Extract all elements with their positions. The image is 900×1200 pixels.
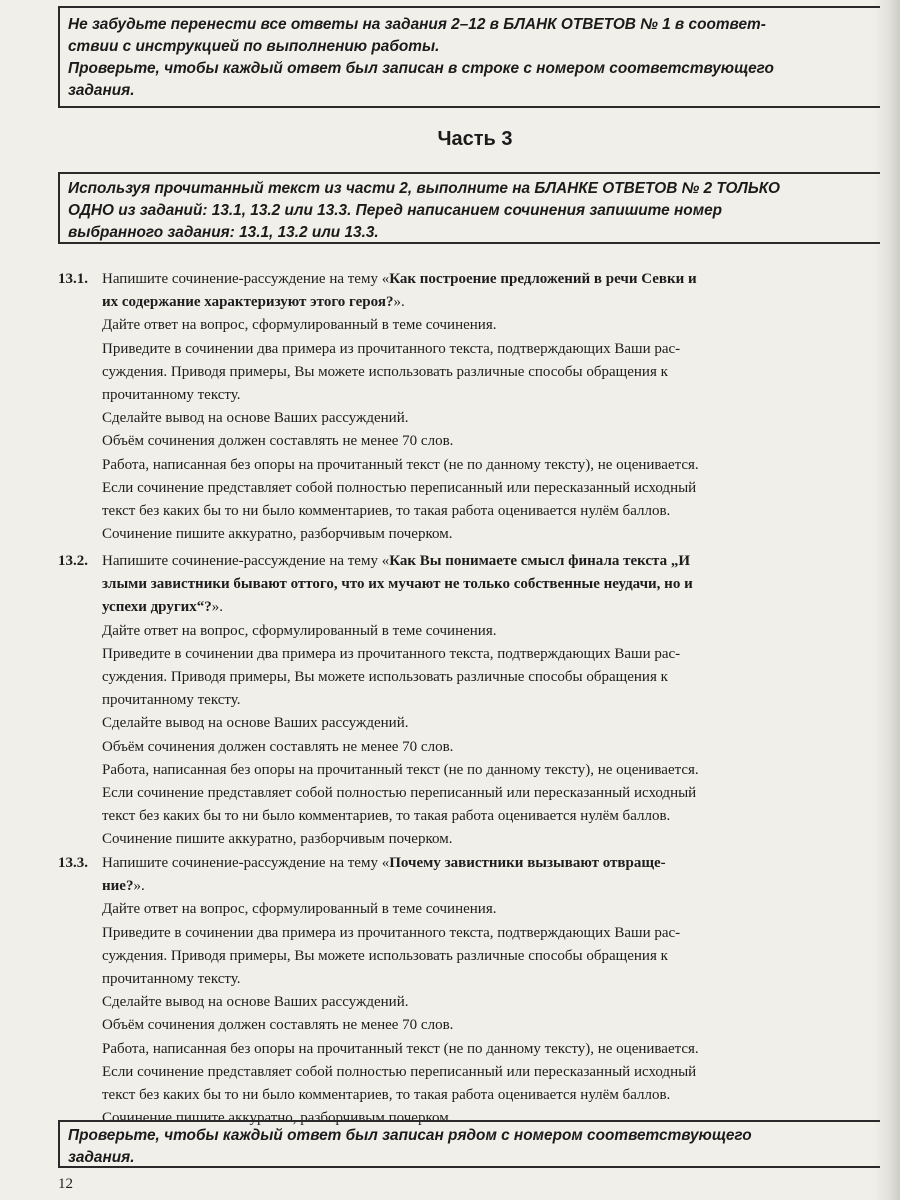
task-text-line: Работа, написанная без опоры на прочитанный текст (не по данному тексту), не оценивается.	[102, 1040, 699, 1057]
task-text-line: Объём сочинения должен составлять не менее 70 слов.	[102, 738, 454, 755]
task-text-line: Работа, написанная без опоры на прочитанный текст (не по данному тексту), не оценивается.	[102, 761, 699, 778]
task-topic: Как Вы понимаете смысл финала текста „И	[389, 553, 691, 569]
task-text-line: Если сочинение представляет собой полностью переписанный или пересказанный исходный	[102, 785, 697, 802]
task-text-line: Объём сочинения должен составлять не менее 70 слов.	[102, 1017, 454, 1034]
task-text-line: текст без каких бы то ни было комментариев, то такая работа оценивается нулём баллов.	[102, 808, 671, 825]
task-topic: успехи других“?	[102, 599, 212, 616]
task-text-line: прочитанному тексту.	[102, 387, 241, 404]
task-text-line: Объём сочинения должен составлять не менее 70 слов.	[102, 433, 454, 450]
task-topic-end: ».	[211, 599, 224, 616]
task-text-line: Приведите в сочинении два примера из прочитанного текста, подтверждающих Ваши рас-	[102, 645, 681, 662]
task-text-line: Сделайте вывод на основе Ваших рассуждений.	[102, 715, 409, 732]
task-text-line: Работа, написанная без опоры на прочитанный текст (не по данному тексту), не оценивается.	[102, 456, 699, 473]
task-text-line: прочитанному тексту.	[102, 692, 241, 709]
task-text-line: текст без каких бы то ни было комментариев, то такая работа оценивается нулём баллов.	[102, 1087, 671, 1104]
task-intro: Напишите сочинение-рассуждение на тему «	[102, 271, 390, 287]
task-text-line: Дайте ответ на вопрос, сформулированный в теме сочинения.	[102, 622, 497, 639]
task-text-line: Сочинение пишите аккуратно, разборчивым почерком.	[102, 526, 453, 543]
task-text-line: Приведите в сочинении два примера из прочитанного текста, подтверждающих Ваши рас-	[102, 340, 681, 357]
task-intro: Напишите сочинение-рассуждение на тему «	[102, 553, 390, 569]
task-text-line: текст без каких бы то ни было комментариев, то такая работа оценивается нулём баллов.	[102, 503, 671, 520]
task-text-line: суждения. Приводя примеры, Вы можете использовать различные способы обращения к	[102, 363, 668, 380]
task-13-3	[58, 852, 900, 1130]
task-text-line: Приведите в сочинении два примера из прочитанного текста, подтверждающих Ваши рас-	[102, 924, 681, 941]
instruction-line: Используя прочитанный текст из части 2, выполните на БЛАНКЕ ОТВЕТОВ № 2 ТОЛЬКО	[68, 180, 781, 197]
instruction-box-bottom	[58, 1120, 880, 1168]
task-topic: ние?	[102, 878, 134, 895]
task-text-line: суждения. Приводя примеры, Вы можете использовать различные способы обращения к	[102, 947, 668, 964]
task-13-2	[58, 550, 900, 852]
task-text-line: Если сочинение представляет собой полностью переписанный или пересказанный исходный	[102, 479, 697, 496]
task-number: 13.1.	[58, 271, 88, 287]
task-text-line: Сочинение пишите аккуратно, разборчивым почерком.	[102, 831, 453, 848]
task-topic-end: ».	[393, 294, 405, 311]
page-number: 12	[58, 1176, 73, 1192]
instruction-line: выбранного задания: 13.1, 13.2 или 13.3.	[68, 224, 379, 241]
instruction-line: Проверьте, чтобы каждый ответ был записан рядом с номером соответствующего	[68, 1127, 752, 1144]
task-text-line: Дайте ответ на вопрос, сформулированный в теме сочинения.	[102, 317, 497, 334]
task-topic: Почему завистники вызывают отвраще-	[389, 855, 666, 871]
task-text-line: Если сочинение представляет собой полностью переписанный или пересказанный исходный	[102, 1063, 697, 1080]
part-heading: Часть 3	[437, 128, 513, 150]
task-number: 13.3.	[58, 855, 88, 871]
task-topic: их содержание характеризуют этого героя?	[102, 294, 394, 311]
instruction-line: задания.	[68, 82, 135, 99]
instruction-line: задания.	[68, 1149, 135, 1166]
task-text-line: Сделайте вывод на основе Ваших рассуждений.	[102, 410, 409, 427]
instruction-line: Не забудьте перенести все ответы на задания 2–12 в БЛАНК ОТВЕТОВ № 1 в соответ-	[68, 16, 766, 33]
task-number: 13.2.	[58, 553, 88, 569]
instruction-box-top	[58, 6, 880, 108]
instruction-line: ОДНО из заданий: 13.1, 13.2 или 13.3. Перед написанием сочинения запишите номер	[68, 202, 723, 219]
task-topic: злыми завистники бывают оттого, что их мучают не только собственные неудачи, но и	[102, 576, 693, 593]
task-13-1	[58, 268, 900, 546]
task-text-line: Сделайте вывод на основе Ваших рассуждений.	[102, 994, 409, 1011]
task-text-line: Дайте ответ на вопрос, сформулированный в теме сочинения.	[102, 901, 497, 918]
task-text-line: прочитанному тексту.	[102, 971, 241, 988]
task-topic-end: ».	[133, 878, 145, 895]
task-text-line: Сочинение пишите аккуратно, разборчивым почерком.	[102, 1110, 453, 1127]
instruction-line: ствии с инструкцией по выполнению работы.	[68, 38, 440, 55]
task-topic: Как построение предложений в речи Севки и	[389, 271, 697, 287]
instruction-box-part3	[58, 172, 880, 244]
instruction-line: Проверьте, чтобы каждый ответ был записан в строке с номером соответствующего	[68, 60, 774, 77]
task-text-line: суждения. Приводя примеры, Вы можете использовать различные способы обращения к	[102, 669, 668, 686]
task-intro: Напишите сочинение-рассуждение на тему «	[102, 855, 390, 871]
